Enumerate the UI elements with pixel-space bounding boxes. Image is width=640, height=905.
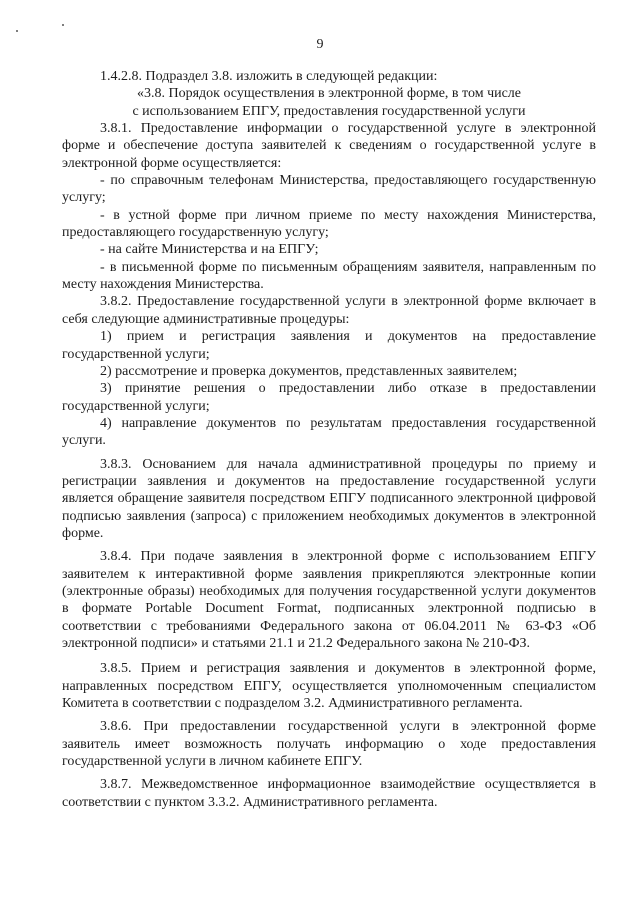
paragraph-3-8-7: 3.8.7. Межведомственное информационное взаимодействие осуществляется в соответствии с пунктом 3.3.2. Административного регламента. <box>62 777 596 810</box>
list-item-written: - в письменной форме по письменным обращениям заявителя, направленным по месту нахождения Министерства. <box>62 259 596 293</box>
procedure-item-1: 1) прием и регистрация заявления и документов на предоставление государственной услуги; <box>62 329 596 362</box>
procedure-item-3: 3) принятие решения о предоставлении либо отказе в предоставлении государственной услуги; <box>62 381 596 414</box>
section-heading-line-1: «3.8. Порядок осуществления в электронной форме, в том числе <box>136 86 522 102</box>
paragraph-3-8-2: 3.8.2. Предоставление государственной услуги в электронной форме включает в себя следующие административные процедуры: <box>62 294 596 327</box>
procedure-item-2: 2) рассмотрение и проверка документов, представленных заявителем; <box>100 363 518 379</box>
paragraph-3-8-6: 3.8.6. При предоставлении государственной услуги в электронной форме заявитель имеет возможность получать информацию о ходе предоставления государственной услуги в личном кабинете ЕПГУ. <box>62 719 596 770</box>
section-heading-line-2: с использованием ЕПГУ, предоставления государственной услуги <box>132 103 526 119</box>
scan-speck <box>16 30 18 32</box>
list-item-phone: - по справочным телефонам Министерства, предоставляющего государственную услугу; <box>62 173 596 206</box>
document-body <box>62 68 596 811</box>
paragraph-3-8-5: 3.8.5. Прием и регистрация заявления и документов в электронной форме, направленных посредством ЕПГУ, осуществляется уполномоченным специалистом Комитета в соответствии с подразделом 3.2. Административного регламента. <box>62 661 596 712</box>
list-item-oral: - в устной форме при личном приеме по месту нахождения Министерства, предоставляющего государственную услугу; <box>62 207 596 241</box>
page-number: 9 <box>316 37 324 52</box>
list-item-website: - на сайте Министерства и на ЕПГУ; <box>100 242 319 258</box>
procedure-item-4: 4) направление документов по результатам предоставления государственной услуги. <box>62 415 596 449</box>
paragraph-3-8-3: 3.8.3. Основанием для начала административной процедуры по приему и регистрации заявления и документов на предоставление государственной услуги является обращение заявителя посредством ЕПГУ подписанного электронной цифровой подписью заявления (запроса) с приложением необходимых документов в электронной форме. <box>62 456 596 541</box>
amendment-intro: 1.4.2.8. Подраздел 3.8. изложить в следующей редакции: <box>100 69 438 84</box>
paragraph-3-8-1: 3.8.1. Предоставление информации о государственной услуге в электронной форме и обеспечение доступа заявителей к сведениям о государственной услуге в электронной форме осуществляется: <box>62 121 596 171</box>
paragraph-3-8-4: 3.8.4. При подаче заявления в электронной форме с использованием ЕПГУ заявителем к интерактивной форме заявления прикрепляются электронные копии (электронные образы) необходимых для получения государственной услуги документов в формате Portable Document Format, подписанных электронной подписью в соответствии с требованиями Федерального закона от 06.04.2011 № 63-ФЗ «Об электронной подписи» и статьями 21.1 и 21.2 Федерального закона № 210-ФЗ. <box>62 549 596 651</box>
scan-speck <box>62 24 64 26</box>
